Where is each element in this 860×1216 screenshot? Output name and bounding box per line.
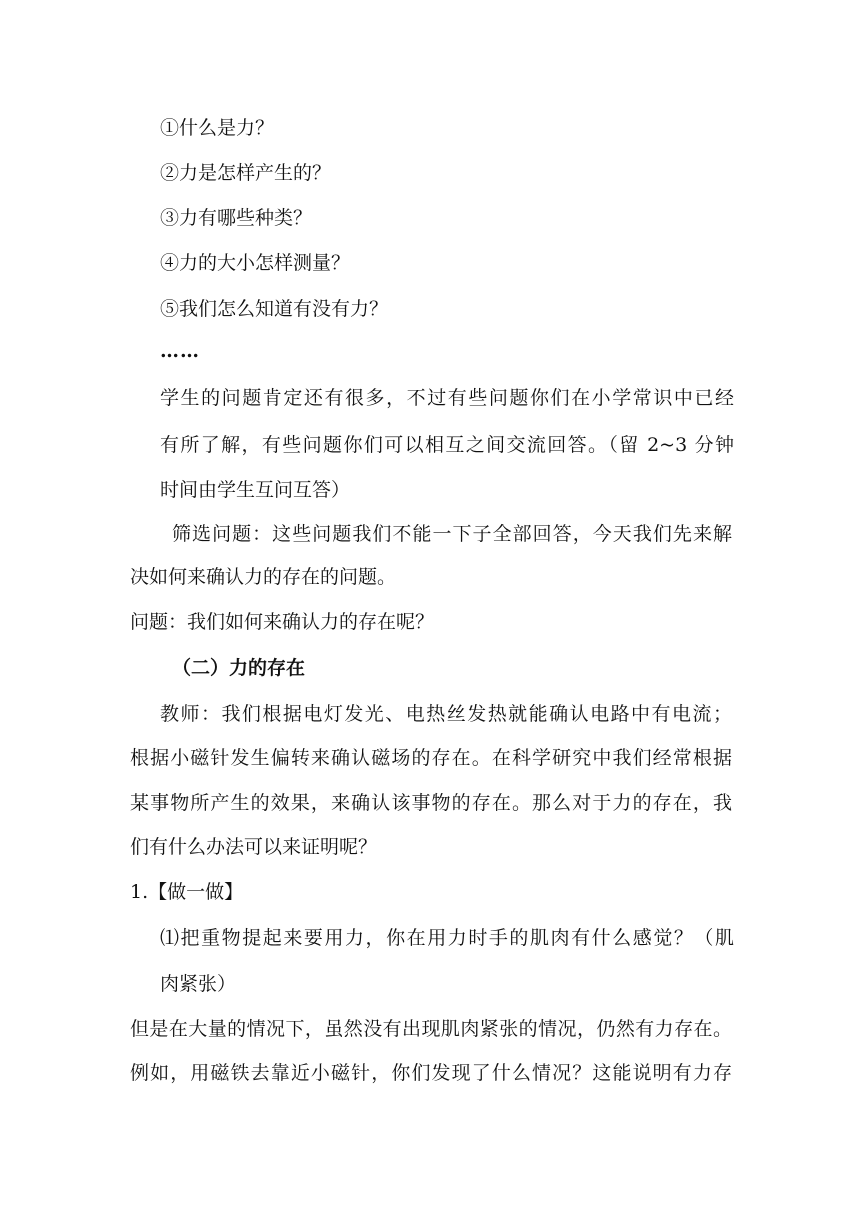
question-5: ⑤我们怎么知道有没有力？ <box>160 298 389 320</box>
question-1: ①什么是力？ <box>160 117 275 139</box>
paragraph-line: 但是在大量的情况下，虽然没有出现肌肉紧张的情况，仍然有力存在。 <box>130 1018 732 1040</box>
question-4: ④力的大小怎样测量？ <box>160 252 351 274</box>
paragraph-line: 例如，用磁铁去靠近小磁针，你们发现了什么情况？这能说明有力存 <box>130 1062 732 1084</box>
paragraph-line: 筛选问题：这些问题我们不能一下子全部回答，今天我们先来解 <box>172 523 732 545</box>
question-line: 问题：我们如何来确认力的存在呢？ <box>130 611 435 633</box>
activity-item-line: ⑴把重物提起来要用力，你在用力时手的肌肉有什么感觉？（肌 <box>160 927 734 949</box>
question-2: ②力是怎样产生的？ <box>160 162 332 184</box>
ellipsis: …… <box>160 340 200 362</box>
paragraph-line: 某事物所产生的效果，来确认该事物的存在。那么对于力的存在，我 <box>130 792 732 814</box>
paragraph-line: 根据小磁针发生偏转来确认磁场的存在。在科学研究中我们经常根据 <box>130 747 732 769</box>
paragraph-line: 们有什么办法可以来证明呢？ <box>130 836 378 858</box>
activity-heading: 1.【做一做】 <box>130 881 244 903</box>
paragraph-line: 时间由学生互问互答） <box>160 479 351 501</box>
paragraph-line: 决如何来确认力的存在的问题。 <box>130 566 397 588</box>
activity-item-line: 肉紧张） <box>160 973 237 995</box>
section-heading: （二）力的存在 <box>172 657 306 679</box>
paragraph-line: 有所了解，有些问题你们可以相互之间交流回答。（留 2~3 分钟 <box>160 434 734 456</box>
question-3: ③力有哪些种类？ <box>160 207 313 229</box>
paragraph-line: 学生的问题肯定还有很多，不过有些问题你们在小学常识中已经 <box>160 387 734 409</box>
paragraph-line: 教师：我们根据电灯发光、电热丝发热就能确认电路中有电流； <box>160 703 732 725</box>
